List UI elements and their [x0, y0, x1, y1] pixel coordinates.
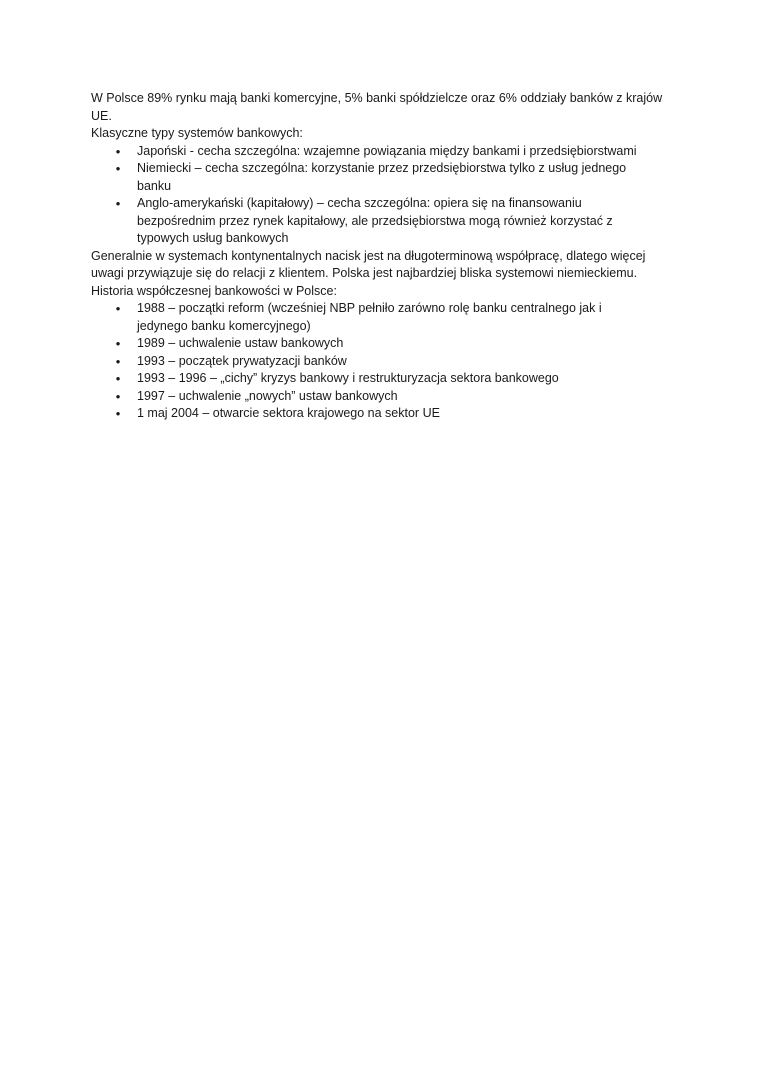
bullet-icon: •	[115, 353, 121, 369]
list-item-line: Anglo-amerykański (kapitałowy) – cecha szczególna: opiera się na finansowaniu	[137, 196, 582, 210]
intro-line: UE.	[91, 108, 112, 123]
list-item-line: 1993 – początek prywatyzacji banków	[137, 353, 347, 368]
bullet-icon: •	[115, 196, 121, 211]
bullet-icon: •	[115, 388, 121, 404]
continental-paragraph	[91, 248, 691, 283]
list-item	[91, 353, 691, 371]
list-item	[91, 335, 691, 353]
list-item	[91, 388, 691, 406]
list-item-line: Japoński - cecha szczególna: wzajemne powiązania między bankami i przedsiębiorstwami	[137, 143, 637, 158]
list-item-line: banku	[137, 178, 172, 193]
list-item-line: 1997 – uchwalenie „nowych” ustaw bankowych	[137, 388, 398, 403]
list-item-line: bezpośrednim przez rynek kapitałowy, ale przedsiębiorstwa mogą również korzystać z	[137, 213, 613, 228]
list-item-line: 1988 – początki reform (wcześniej NBP pełniło zarówno rolę banku centralnego jak i	[137, 301, 602, 315]
list-item	[91, 405, 691, 423]
continental-line: uwagi przywiązuje się do relacji z klientem. Polska jest najbardziej bliska systemowi niemieckiemu.	[91, 266, 638, 280]
banking-types-heading: Klasyczne typy systemów bankowych:	[91, 126, 303, 140]
history-heading: Historia współczesnej bankowości w Polsce:	[91, 283, 337, 298]
intro-paragraph	[91, 90, 691, 125]
list-item	[91, 300, 691, 335]
intro-line: W Polsce 89% rynku mają banki komercyjne, 5% banki spółdzielcze oraz 6% oddziały banków z krajów	[91, 91, 663, 105]
bullet-icon: •	[115, 336, 121, 351]
bullet-icon: •	[115, 161, 121, 176]
list-item-line: 1989 – uchwalenie ustaw bankowych	[137, 336, 344, 350]
list-item-line: typowych usług bankowych	[137, 231, 289, 245]
bullet-icon: •	[115, 406, 121, 421]
list-item-line: 1 maj 2004 – otwarcie sektora krajowego na sektor UE	[137, 406, 440, 420]
document-body	[91, 90, 691, 423]
banking-types-list	[91, 143, 691, 248]
bullet-icon: •	[115, 301, 121, 316]
list-item-line: jedynego banku komercyjnego)	[137, 318, 311, 333]
list-item-line: 1993 – 1996 – „cichy” kryzys bankowy i restrukturyzacja sektora bankowego	[137, 371, 559, 385]
list-item	[91, 160, 691, 195]
list-item	[91, 143, 691, 161]
history-list	[91, 300, 691, 423]
list-item	[91, 195, 691, 248]
list-item-line: Niemiecki – cecha szczególna: korzystanie przez przedsiębiorstwa tylko z usług jednego	[137, 161, 627, 175]
continental-line: Generalnie w systemach kontynentalnych nacisk jest na długoterminową współpracę, dlatego więcej	[91, 248, 646, 263]
bullet-icon: •	[115, 371, 121, 386]
bullet-icon: •	[115, 143, 121, 159]
list-item	[91, 370, 691, 388]
